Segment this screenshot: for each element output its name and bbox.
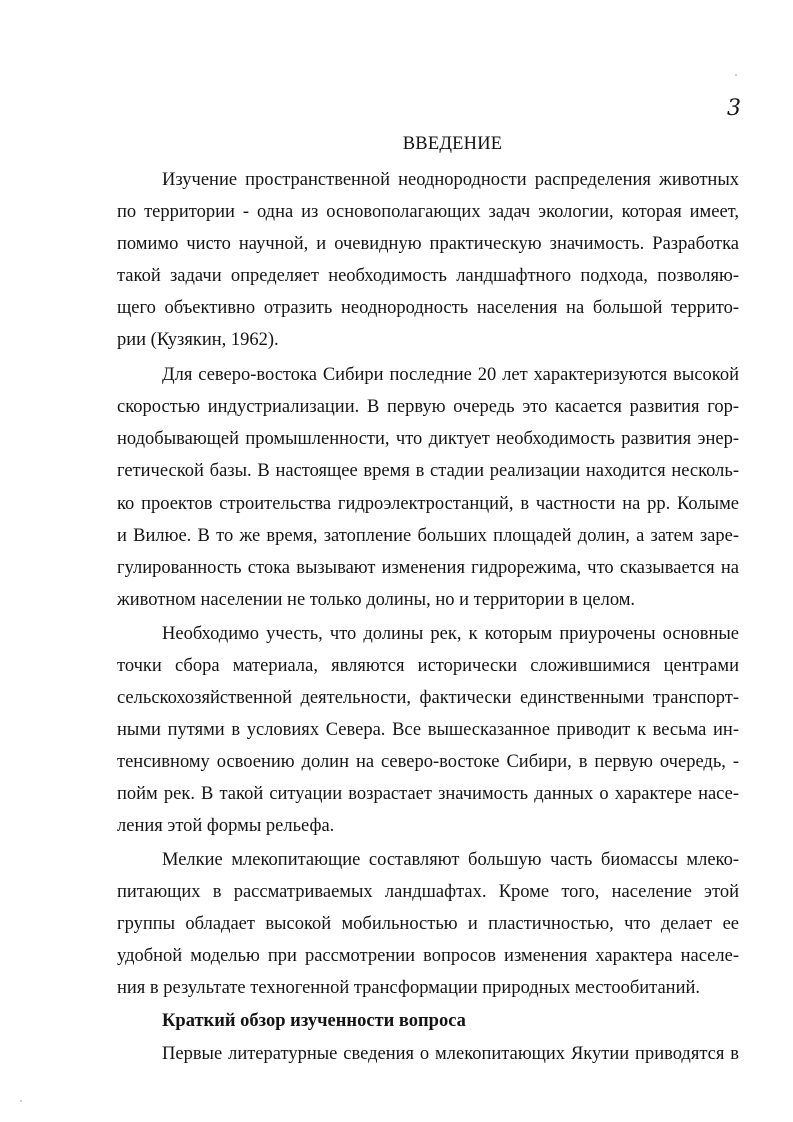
text-line: Необходимо учесть, что долины рек, к которым приурочены основные [162, 624, 739, 644]
text-line: питающих в рассматриваемых ландшафтах. Кроме того, население этой [117, 882, 739, 902]
text-line: щего объективно отразить неоднородность населения на большой террито- [117, 298, 739, 318]
text-line: группы обладает высокой мобильностью и пластичностью, что делает ее [117, 914, 739, 934]
text-line: сельскохозяйственной деятельности, фактически единственными транспорт- [117, 688, 739, 708]
text-line: тенсивному освоению долин на северо-востоке Сибири, в первую очередь, - [117, 752, 739, 772]
text-line: гетической базы. В настоящее время в стадии реализации находится несколь- [117, 461, 739, 481]
section-title: ВВЕДЕНИЕ [402, 134, 503, 154]
page-number: 3 [727, 96, 741, 121]
text-line: Мелкие млекопитающие составляют большую часть биомассы млеко- [162, 850, 739, 870]
subsection-heading: Краткий обзор изученности вопроса [162, 1011, 466, 1031]
text-line: ления этой формы рельефа. [117, 816, 335, 836]
text-line: помимо чисто научной, и очевидную практическую значимость. Разработка [117, 234, 739, 254]
scan-speck [20, 1100, 22, 1102]
text-line: точки сбора материала, являются исторически сложившимися центрами [117, 656, 739, 676]
text-line: такой задачи определяет необходимость ландшафтного подхода, позволяю- [117, 266, 739, 286]
text-line: пойм рек. В такой ситуации возрастает значимость данных о характере насе- [117, 784, 739, 804]
text-line: нодобывающей промышленности, что диктует необходимость развития энер- [117, 429, 739, 449]
text-line: Первые литературные сведения о млекопитающих Якутии приводятся в [162, 1044, 739, 1064]
text-line: ко проектов строительства гидроэлектростанций, в частности на рр. Колыме [117, 494, 739, 514]
text-line: Изучение пространственной неоднородности распределения животных [162, 170, 739, 190]
text-line: ными путями в условиях Севера. Все вышесказанное приводит к весьма ин- [117, 720, 739, 740]
text-line: рии (Кузякин, 1962). [117, 330, 279, 350]
text-line: Для северо-востока Сибири последние 20 лет характеризуются высокой [162, 365, 739, 385]
text-line: удобной моделью при рассмотрении вопросов изменения характера населе- [117, 946, 739, 966]
text-line: скоростью индустриализации. В первую очередь это касается развития гор- [117, 397, 739, 417]
text-line: гулированность стока вызывают изменения гидрорежима, что сказывается на [117, 558, 739, 578]
text-line: животном населении не только долины, но и территории в целом. [117, 590, 636, 610]
scan-speck [735, 74, 737, 76]
text-line: по территории - одна из основополагающих задач экологии, которая имеет, [117, 202, 739, 222]
text-line: и Вилюе. В то же время, затопление больших площадей долин, а затем заре- [117, 526, 739, 546]
text-line: ния в результате техногенной трансформации природных местообитаний. [117, 978, 701, 998]
